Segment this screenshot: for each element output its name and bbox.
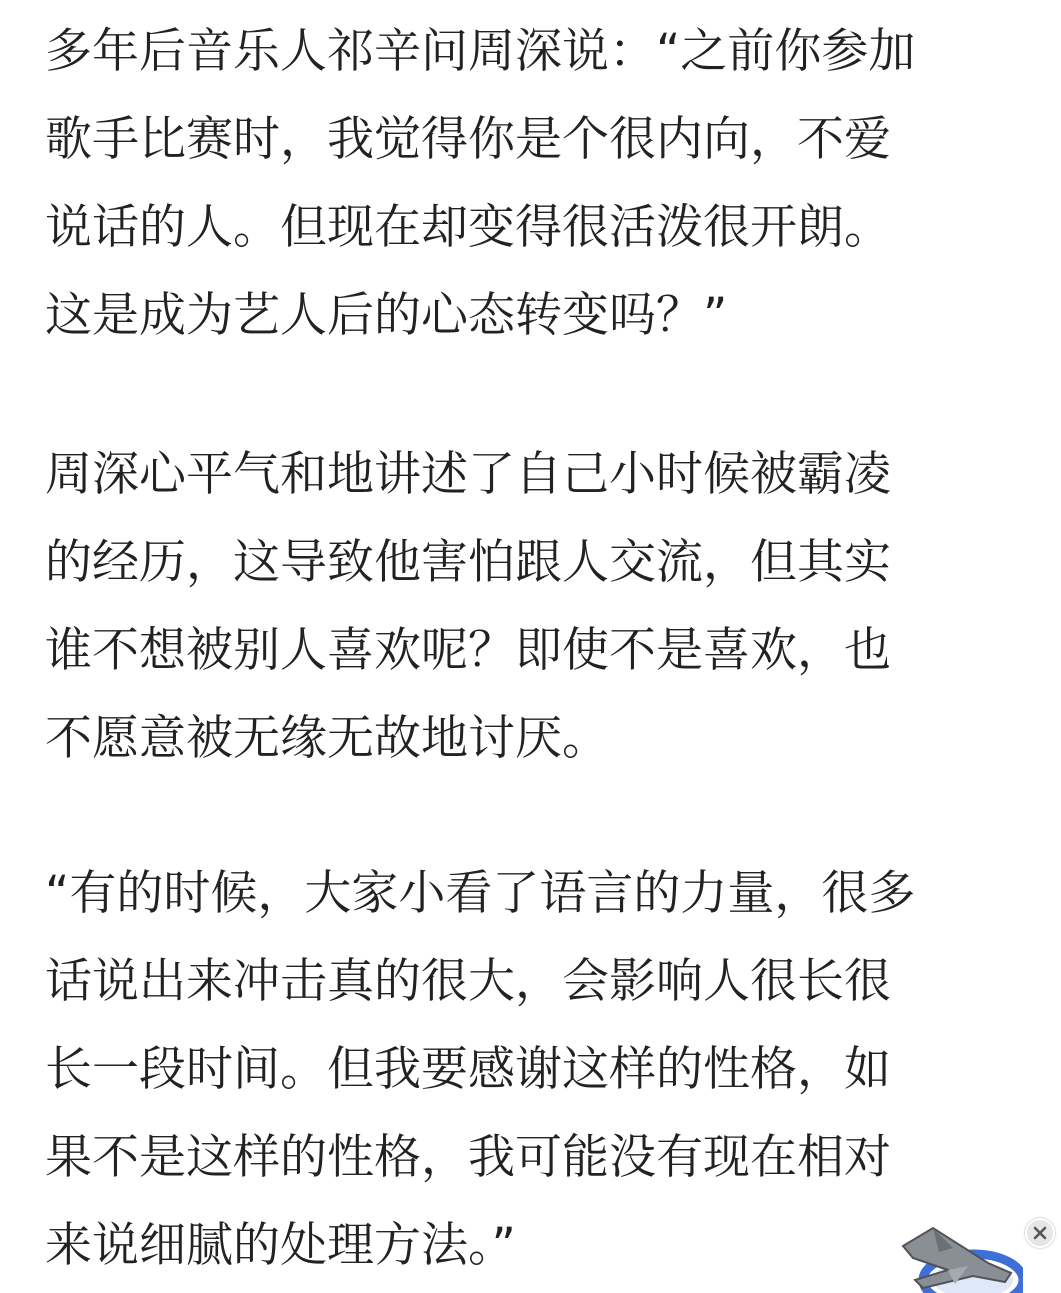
text-line: “有的时候，大家小看了语言的力量，很多 (45, 866, 916, 921)
text-line: 歌手比赛时，我觉得你是个很内向，不爱 (45, 112, 891, 167)
text-line: 周深心平气和地讲述了自己小时候被霸凌 (45, 447, 891, 502)
text-line: 这是成为艺人后的心态转变吗？” (45, 288, 728, 343)
close-icon (1033, 1226, 1047, 1240)
text-line: 的经历，这导致他害怕跟人交流，但其实 (45, 535, 891, 590)
paragraph-2 (45, 431, 891, 783)
airplane-icon (893, 1218, 1023, 1293)
close-button[interactable] (1025, 1218, 1055, 1248)
text-line: 话说出来冲击真的很大，会影响人很长很 (45, 954, 891, 1009)
text-line: 长一段时间。但我要感谢这样的性格，如 (45, 1042, 891, 1097)
text-line: 谁不想被别人喜欢呢？即使不是喜欢，也 (45, 623, 891, 678)
paragraph-3 (45, 850, 915, 1290)
text-line: 来说细腻的处理方法。” (45, 1218, 516, 1273)
floating-ad-widget[interactable] (893, 1218, 1023, 1293)
paragraph-1 (45, 8, 915, 360)
text-line: 果不是这样的性格，我可能没有现在相对 (45, 1130, 891, 1185)
text-line: 多年后音乐人祁辛问周深说：“之前你参加 (45, 24, 916, 79)
text-line: 说话的人。但现在却变得很活泼很开朗。 (45, 200, 891, 255)
text-line: 不愿意被无缘无故地讨厌。 (45, 711, 609, 766)
